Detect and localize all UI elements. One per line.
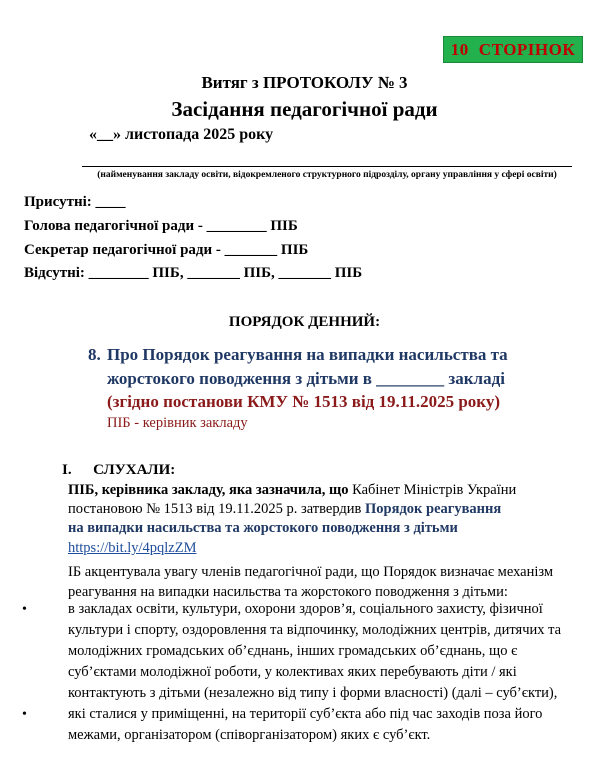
secretary-line: Секретар педагогічної ради - _______ ПІБ — [24, 242, 309, 258]
bullet-icon: • — [22, 707, 27, 722]
pages-count-badge — [443, 36, 583, 63]
bullet-1-line5: контактують з дітьми (незалежно від типу і форми власності) (далі – суб’єкти), — [68, 685, 558, 701]
procedure-name-part2: на випадки насильства та жорстокого поводження з дітьми — [68, 520, 458, 536]
speaker-intro: ПІБ, керівника закладу, яка зазначила, що — [68, 482, 349, 498]
document-subtitle: Засідання педагогічної ради — [171, 97, 438, 121]
present-line: Присутні: ____ — [24, 194, 126, 210]
meeting-date: «__» листопада 2025 року — [89, 126, 274, 143]
paragraph-1-line2-text: постановою № 1513 від 19.11.2025 р. затвердив — [68, 501, 366, 517]
bullet-1-line1: в закладах освіти, культури, охорони здоров’я, соціального захисту, фізичної — [68, 601, 543, 617]
bullet-2-line1: які сталися у приміщенні, на території суб’єкта або під час заходів поза його — [68, 706, 543, 722]
agenda-item-number: 8. — [88, 345, 101, 364]
chair-line: Голова педагогічної ради - ________ ПІБ — [24, 218, 298, 234]
paragraph-1-line1 — [68, 481, 516, 500]
document-title: Витяг з ПРОТОКОЛУ № 3 — [201, 73, 408, 92]
agenda-item-basis: (згідно постанови КМУ № 1513 від 19.11.2025 року) — [107, 392, 500, 411]
section-title: СЛУХАЛИ: — [93, 462, 176, 478]
pages-count-label: СТОРІНОК — [478, 39, 576, 59]
agenda-item-line2: жорстокого поводження з дітьми в ________ закладі — [107, 369, 505, 388]
paragraph-2-line1: ІБ акцентувала увагу членів педагогічної ради, що Порядок визначає механізм — [68, 564, 554, 580]
agenda-item-line1: Про Порядок реагування на випадки насильства та — [107, 345, 508, 364]
procedure-name-part1: Порядок реагування — [365, 501, 502, 517]
bullet-icon: • — [22, 602, 27, 617]
organization-name-line — [82, 166, 572, 167]
absent-line: Відсутні: ________ ПІБ, _______ ПІБ, _______ ПІБ — [24, 265, 363, 281]
organization-caption: (найменування закладу освіти, відокремленого структурного підрозділу, органу управління у сфері освіти) — [97, 170, 557, 180]
paragraph-1-rest: Кабінет Міністрів України — [348, 482, 517, 498]
paragraph-1-line2 — [68, 500, 501, 519]
bullet-1-line2: культури і спорту, оздоровлення та відпочинку, молодіжних центрів, дитячих та — [68, 622, 562, 638]
section-number: I. — [62, 462, 72, 478]
agenda-item-responsible: ПІБ - керівник закладу — [107, 415, 248, 431]
bullet-1-line3: молодіжних громадських об’єднань, інших громадських об’єднань, що є — [68, 643, 518, 659]
procedure-link[interactable]: https://bit.ly/4pqlzZM — [68, 540, 197, 556]
agenda-heading: ПОРЯДОК ДЕННИЙ: — [228, 314, 381, 330]
bullet-1-line4: суб’єктами молодіжної роботи, у колективах яких перебувають діти / які — [68, 664, 517, 680]
bullet-2-line2: межами, організатором (співорганізатором) яких є суб’єкт. — [68, 727, 431, 743]
paragraph-2-line2: реагування на випадки насильства та жорстокого поводження з дітьми: — [68, 584, 508, 600]
pages-count-number: 10 — [450, 39, 469, 59]
section-heading — [62, 462, 175, 479]
